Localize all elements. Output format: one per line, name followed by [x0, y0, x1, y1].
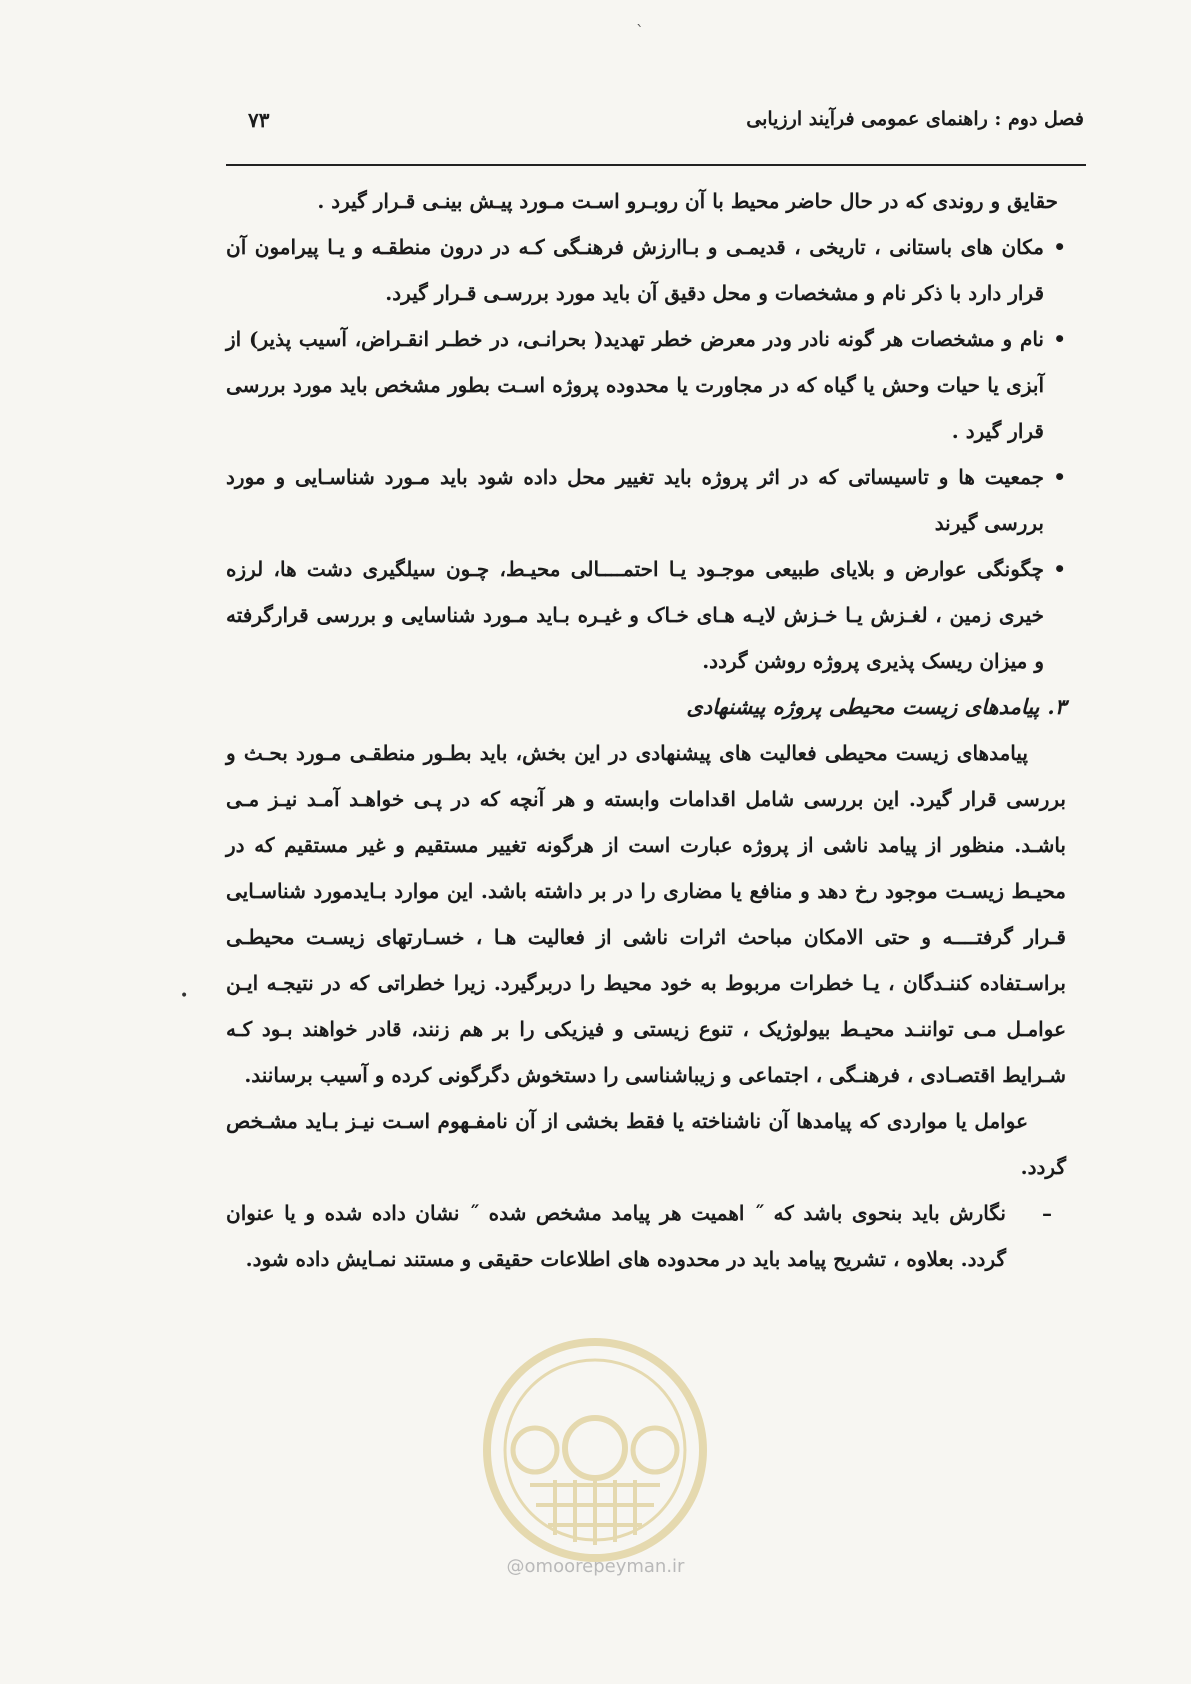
margin-mark: •: [180, 988, 189, 1004]
bullet-list: [226, 224, 1066, 684]
bullet-item: • چگونگی عوارض و بلایای طبیعی موجـود یـا احتمــــالی محیـط، چـون سیلگیری دشت ها، لرزه خیری زمین ، لغـزش یـا خـزش لایـه هـای خـاک و غیـره بـاید مـورد شناسایی و بررسی قرارگرفته و میزان ریسک پذیری پروژه روشن گردد.: [226, 546, 1066, 684]
top-mark: `: [636, 22, 644, 41]
page-header: [248, 108, 1084, 148]
body-text: [226, 178, 1066, 1282]
section-title: پیامدهای زیست محیطی پروژه پیشنهادی: [686, 694, 1040, 719]
paragraph: پیامدهای زیست محیطی فعالیت های پیشنهادی در این بخش، باید بطـور منطقـی مـورد بحـث و بررسی قرار گیرد. این بررسی شامل اقدامات وابسته و هر آنچه که در پـی خواهـد آمـد نیـز مـی باشـد. منظور از پیامد ناشی از پروژه عبارت است از هرگونه تغییر مستقیم و غیر مستقیم که در محیـط زیسـت موجود رخ دهد و منافع یا مضاری را در بر داشته باشد. این موارد بـایدمورد شناسـایی قـرار گرفتــــه و حتی الامکان مباحث اثرات ناشی از فعالیت هـا ، خسـارتهای زیسـت محیطـی براسـتفاده کننـدگان ، یـا خطرات مربوط به خود محیط را دربرگیرد. زیرا خطراتی که در نتیجـه ایـن عوامـل مـی تواننـد محیـط بیولوژیک ، تنوع زیستی و فیزیکی را بر هم زنند، قادر خواهند بـود کـه شـرایط اقتصـادی ، فرهنـگی ، اجتماعی و زیباشناسی را دستخوش دگرگونی کرده و آسیب برسانند.: [226, 741, 1066, 1087]
dash-mark: –: [1042, 1201, 1052, 1225]
page-number: ۷۳: [248, 108, 270, 132]
section-number: ۳.: [1047, 694, 1066, 719]
bullet-item: • نام و مشخصات هر گونه نادر ودر معرض خطر تهدید( بحرانـی، در خطـر انقـراض، آسیب پذیر) از آبزی یا حیات وحش یا گیاه که در مجاورت یا محدوده پروژه اسـت بطور مشخص باید مورد بررسی قرار گیرد .: [226, 316, 1066, 454]
header-rule: [226, 164, 1086, 166]
chapter-title: فصل دوم : راهنمای عمومی فرآیند ارزیابی: [746, 108, 1084, 130]
intro-continuation: حقایق و روندی که در حال حاضر محیط با آن روبـرو اسـت مـورد پیـش بینـی قـرار گیرد .: [317, 189, 1058, 213]
bullet-item: • جمعیت ها و تاسیساتی که در اثر پروژه باید تغییر محل داده شود باید مـورد شناسـایی و مورد بررسی گیرند: [226, 454, 1066, 546]
publisher-stamp-icon: [470, 1330, 720, 1570]
dash-item-text: نگارش باید بنحوی باشد که ˝ اهمیت هر پیامد مشخص شده ˝ نشان داده شده و یا عنوان گردد. بعلاوه ، تشریح پیامد باید در محدوده های اطلاعات حقیقی و مستند نمـایش داده شود.: [226, 1201, 1006, 1271]
dash-item: [226, 1190, 1066, 1282]
bullet-item: • مکان های باستانی ، تاریخی ، قدیمـی و بـاارزش فرهنـگی کـه در درون منطقـه و یـا پیرامون آن قرار دارد با ذکر نام و مشخصات و محل دقیق آن باید مورد بررسـی قـرار گیرد.: [226, 224, 1066, 316]
section-heading: [226, 684, 1066, 730]
watermark-text: @omoorepeyman.ir: [506, 1556, 685, 1577]
paragraph: عوامل یا مواردی که پیامدها آن ناشناخته یا فقط بخشی از آن نامفـهوم اسـت نیـز بـاید مشـخص گردد.: [226, 1109, 1066, 1179]
